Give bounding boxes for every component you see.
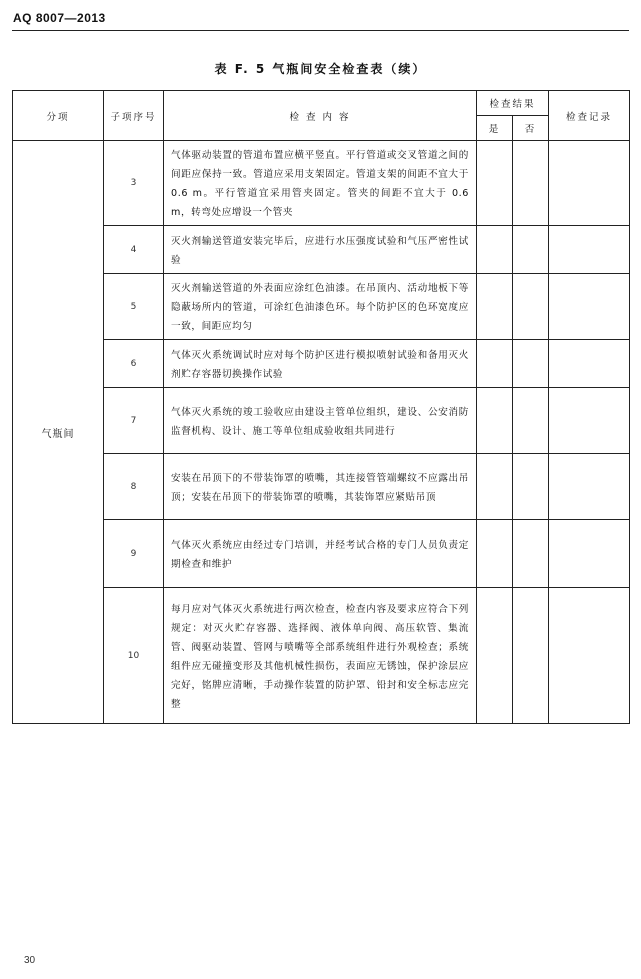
result-yes-cell: [477, 226, 513, 274]
result-no-cell: [513, 588, 549, 724]
item-number: 10: [104, 588, 164, 724]
result-no-cell: [513, 520, 549, 588]
item-content: 气体灭火系统调试时应对每个防护区进行模拟喷射试验和备用灭火剂贮存容器切换操作试验: [164, 340, 477, 388]
category-cell: 气瓶间: [13, 141, 104, 724]
result-yes-cell: [477, 141, 513, 226]
record-cell: [549, 588, 630, 724]
result-yes-cell: [477, 340, 513, 388]
result-yes-cell: [477, 388, 513, 454]
record-cell: [549, 226, 630, 274]
inspection-table: [12, 90, 630, 724]
item-number: 6: [104, 340, 164, 388]
header-record: 检查记录: [549, 91, 630, 141]
table-row: [13, 274, 630, 340]
header-item-no: 子项序号: [104, 91, 164, 141]
table-row: [13, 520, 630, 588]
table-row: [13, 340, 630, 388]
table-row: [13, 588, 630, 724]
header-content: 检 查 内 容: [164, 91, 477, 141]
item-content: 气体灭火系统应由经过专门培训，并经考试合格的专门人员负责定期检查和维护: [164, 520, 477, 588]
item-number: 4: [104, 226, 164, 274]
result-yes-cell: [477, 454, 513, 520]
item-number: 7: [104, 388, 164, 454]
record-cell: [549, 274, 630, 340]
table-row: [13, 454, 630, 520]
record-cell: [549, 388, 630, 454]
item-content: 灭火剂输送管道的外表面应涂红色油漆。在吊顶内、活动地板下等隐蔽场所内的管道，可涂红色油漆色环。每个防护区的色环宽度应一致，间距应均匀: [164, 274, 477, 340]
result-no-cell: [513, 274, 549, 340]
page-number: 30: [24, 955, 36, 966]
item-number: 8: [104, 454, 164, 520]
header-rule: [12, 30, 629, 31]
result-yes-cell: [477, 588, 513, 724]
record-cell: [549, 520, 630, 588]
item-content: 灭火剂输送管道安装完毕后，应进行水压强度试验和气压严密性试验: [164, 226, 477, 274]
item-number: 5: [104, 274, 164, 340]
header-result: 检查结果: [477, 91, 549, 116]
item-content: 气体灭火系统的竣工验收应由建设主管单位组织，建设、公安消防监督机构、设计、施工等单位组成验收组共同进行: [164, 388, 477, 454]
header-no: 否: [513, 116, 549, 141]
item-number: 9: [104, 520, 164, 588]
item-content: 每月应对气体灭火系统进行两次检查，检查内容及要求应符合下列规定：对灭火贮存容器、选择阀、液体单向阀、高压软管、集流管、阀驱动装置、管网与喷嘴等全部系统组件进行外观检查；系统组件应无碰撞变形及其他机械性损伤，表面应无锈蚀，保护涂层应完好，铭牌应清晰，手动操作装置的防护罩、铅封和安全标志应完整: [164, 588, 477, 724]
table-row: [13, 226, 630, 274]
record-cell: [549, 340, 630, 388]
item-content: 安装在吊顶下的不带装饰罩的喷嘴，其连接管管端螺纹不应露出吊顶；安装在吊顶下的带装饰罩的喷嘴，其装饰罩应紧贴吊顶: [164, 454, 477, 520]
table-row: [13, 141, 630, 226]
result-no-cell: [513, 141, 549, 226]
item-number: 3: [104, 141, 164, 226]
item-content: 气体驱动装置的管道布置应横平竖直。平行管道或交叉管道之间的间距应保持一致。管道应采用支架固定。管道支架的间距不宜大于 0.6 m。平行管道宜采用管夹固定。管夹的间距不宜大于 0.6 m，转弯处应增设一个管夹: [164, 141, 477, 226]
result-no-cell: [513, 388, 549, 454]
record-cell: [549, 454, 630, 520]
result-no-cell: [513, 454, 549, 520]
header-category: 分项: [13, 91, 104, 141]
result-no-cell: [513, 226, 549, 274]
header-yes: 是: [477, 116, 513, 141]
table-row: [13, 388, 630, 454]
result-yes-cell: [477, 520, 513, 588]
document-code: AQ 8007—2013: [13, 11, 106, 25]
result-no-cell: [513, 340, 549, 388]
record-cell: [549, 141, 630, 226]
table-title: 表 F. 5 气瓶间安全检查表（续）: [214, 62, 427, 76]
result-yes-cell: [477, 274, 513, 340]
